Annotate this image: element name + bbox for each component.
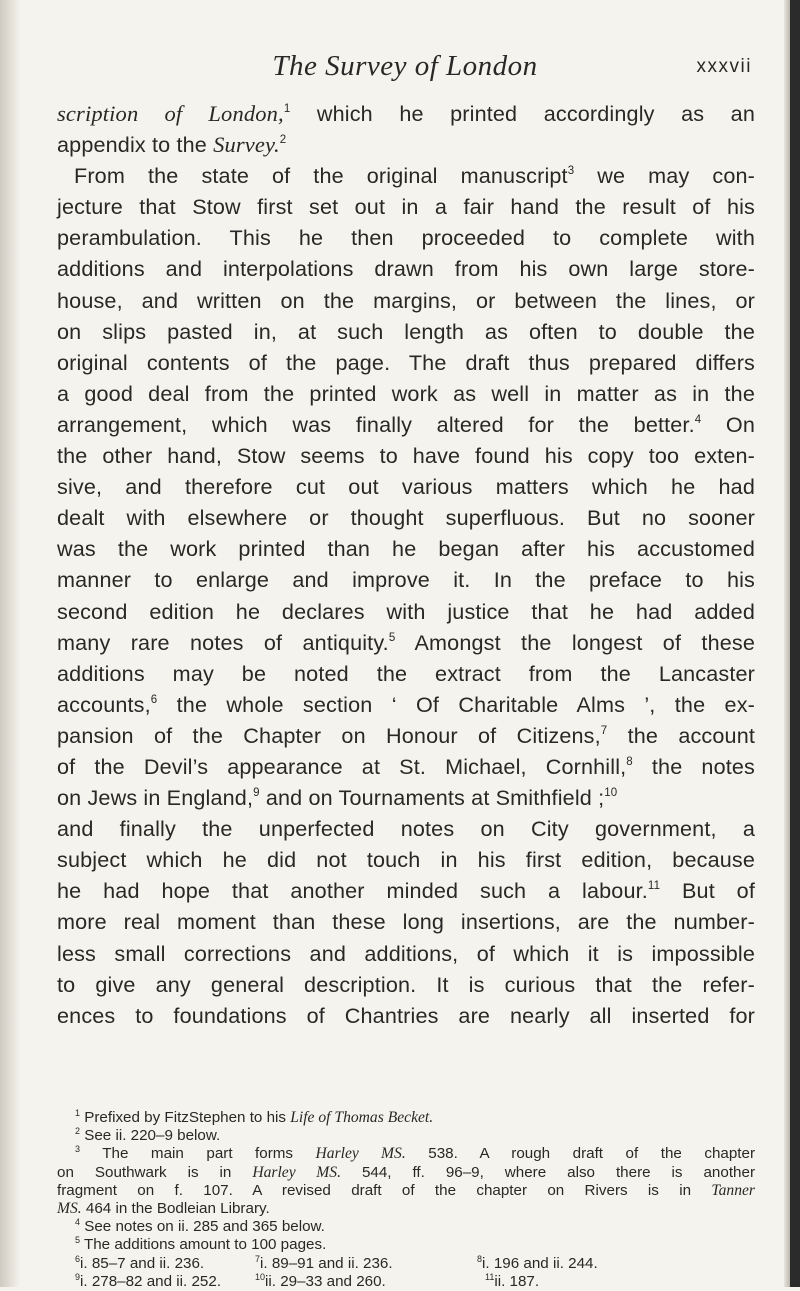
- footnote-6: $^6$i. 85–7 and ii. 236.: [75, 1253, 205, 1272]
- text-line: dealt with elsewhere or thought superfluous. But no sooner: [57, 505, 755, 531]
- footnote-marker: 1: [283, 103, 291, 115]
- text-line: original contents of the page. The draft thus prepared differs: [57, 349, 755, 375]
- footnote-marker: 3: [567, 165, 575, 178]
- page-gutter-shadow: [0, 0, 20, 1287]
- text-line: he had hope that another minded such a labour.$^{11}$ But of: [57, 878, 755, 904]
- page-header: [58, 50, 752, 86]
- text-line: additions and interpolations drawn from his own large store-: [57, 256, 755, 282]
- text-line: jecture that Stow first set out in a fair hand the result of his: [57, 194, 755, 220]
- text-line: and finally the unperfected notes on City government, a: [57, 816, 755, 842]
- text-line: ences to foundations of Chantries are nearly all inserted for: [57, 1002, 755, 1028]
- footnote-3-cont: fragment on f. 107. A revised draft of the chapter on Rivers is in Tanner: [57, 1181, 755, 1199]
- footnote-3: $^3$ The main part forms Harley MS. 538. A rough draft of the chapter: [75, 1144, 756, 1163]
- text-line: many rare notes of antiquity.$^5$ Amongst the longest of these: [57, 629, 755, 655]
- footnote-8: $^8$i. 196 and ii. 244.: [477, 1253, 598, 1272]
- footnote-marker: 6: [150, 693, 158, 706]
- text-line: appendix to the Survey.$^2$: [57, 132, 287, 158]
- footnote-3-cont: MS. 464 in the Bodleian Library.: [57, 1199, 270, 1217]
- footnote-11: $^{11}$ii. 187.: [485, 1271, 540, 1290]
- footnote-7: $^7$i. 89–91 and ii. 236.: [255, 1253, 393, 1272]
- text-line: arrangement, which was finally altered for the better.$^4$ On: [57, 411, 755, 437]
- footnote-5: $^5$ The additions amount to 100 pages.: [75, 1235, 327, 1254]
- text-line: on slips pasted in, at such length as often to double the: [57, 318, 755, 344]
- text-line: was the work printed than he began after his accustomed: [57, 536, 755, 562]
- text-line: house, and written on the margins, or between the lines, or: [57, 287, 755, 313]
- text-line: From the state of the original manuscript$^3$ we may con-: [74, 163, 755, 189]
- text-line: accounts,$^6$ the whole section ‘ Of Charitable Alms ’, the ex-: [57, 691, 755, 717]
- footnote-10: $^{10}$ii. 29–33 and 260.: [255, 1271, 386, 1290]
- text-line: the other hand, Stow seems to have found his copy too exten-: [57, 443, 755, 469]
- text-line: manner to enlarge and improve it. In the preface to his: [57, 567, 755, 593]
- running-title: The Survey of London: [272, 50, 538, 82]
- text-line: additions may be noted the extract from the Lancaster: [57, 660, 755, 686]
- text-line: less small corrections and additions, of which it is impossible: [57, 940, 755, 966]
- footnote-2: $^2$ See ii. 220–9 below.: [75, 1126, 221, 1145]
- text-line: scription of London,$^1$ which he printed accordingly as an: [57, 101, 755, 126]
- footnote-marker: 5: [388, 631, 396, 644]
- footnote-marker: 7: [600, 724, 608, 737]
- body-text: [57, 98, 755, 1031]
- footnote-1: $^1$ Prefixed by FitzStephen to his Life of Thomas Becket.: [75, 1108, 434, 1126]
- text-line: more real moment than these long insertions, are the number-: [57, 909, 755, 935]
- text-line: a good deal from the printed work as well in matter as in the: [57, 380, 755, 406]
- text-line: pansion of the Chapter on Honour of Citizens,$^7$ the account: [57, 722, 756, 748]
- footnotes: [57, 1109, 755, 1291]
- footnote-marker: 9: [253, 787, 260, 800]
- page-number: xxxvii: [696, 56, 752, 77]
- footnote-marker: 4: [694, 413, 702, 426]
- book-cover-edge: [790, 0, 800, 1287]
- footnote-marker: 2: [279, 134, 287, 147]
- footnote-marker: 11: [647, 880, 661, 893]
- text-line: of the Devil’s appearance at St. Michael, Cornhill,$^8$ the notes: [57, 753, 755, 779]
- footnote-9: $^9$i. 278–82 and ii. 252.: [75, 1271, 222, 1290]
- text-line: subject which he did not touch in his first edition, because: [57, 847, 755, 873]
- footnote-marker: 8: [626, 755, 633, 768]
- text-line: perambulation. This he then proceeded to complete with: [57, 225, 755, 251]
- footnote-3-cont: on Southwark is in Harley MS. 544, ff. 96–9, where also there is another: [57, 1163, 755, 1181]
- text-line: second edition he declares with justice that he had added: [57, 598, 755, 624]
- footnote-4: $^4$ See notes on ii. 285 and 365 below.: [75, 1217, 325, 1236]
- text-line: on Jews in England,$^9$ and on Tournaments at Smithfield ;$^{10}$: [57, 785, 618, 811]
- text-line: sive, and therefore cut out various matters which he had: [57, 474, 755, 500]
- footnote-marker: 10: [604, 787, 618, 800]
- footnote-row: [57, 1273, 755, 1291]
- footnote-row: [57, 1255, 755, 1273]
- text-line: to give any general description. It is curious that the refer-: [57, 971, 755, 997]
